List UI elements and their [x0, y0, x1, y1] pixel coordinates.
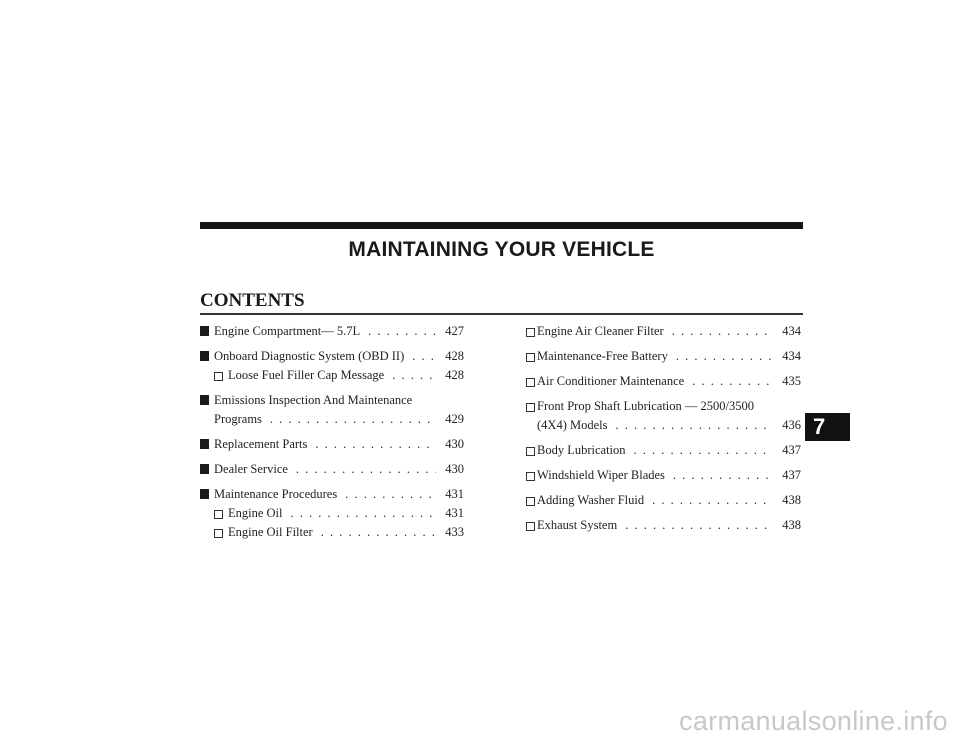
filled-square-bullet-icon [200, 435, 214, 455]
toc-entry[interactable]: Adding Washer Fluid . . . 438 [526, 491, 801, 510]
toc-entry[interactable]: Maintenance-Free Battery . . . 434 [526, 347, 801, 366]
open-square-bullet-icon [214, 366, 228, 387]
toc-page-number: 430 [445, 462, 464, 476]
toc-page-number: 436 [782, 418, 801, 432]
filled-square-bullet-icon [200, 322, 214, 342]
toc-page-number: 433 [445, 525, 464, 539]
toc-page-number: 428 [445, 349, 464, 363]
toc-page-number: 429 [445, 412, 464, 426]
toc-entry[interactable]: Dealer Service . . . 430 [200, 460, 464, 479]
toc-page-number: 431 [445, 506, 464, 520]
contents-divider [200, 313, 803, 315]
chapter-title: MAINTAINING YOUR VEHICLE [348, 238, 655, 261]
toc-page-number: 434 [782, 349, 801, 363]
toc-entry[interactable]: Engine Compartment— 5.7L . . . 427 [200, 322, 464, 341]
toc-entry[interactable]: Body Lubrication . . . 437 [526, 441, 801, 460]
toc-right-column [526, 322, 801, 535]
toc-page-number: 438 [782, 518, 801, 532]
open-square-bullet-icon [214, 523, 228, 544]
watermark: carmanualsonline.info [679, 706, 948, 736]
toc-page-number: 437 [782, 443, 801, 457]
toc-entry[interactable]: Maintenance Procedures . . . 431 [200, 485, 464, 504]
toc-entry[interactable]: Loose Fuel Filler Cap Message . . . 428 [200, 366, 464, 385]
toc-page-number: 438 [782, 493, 801, 507]
toc-page-number: 430 [445, 437, 464, 451]
filled-square-bullet-icon [200, 460, 214, 480]
toc-entry[interactable]: Engine Air Cleaner Filter . . . 434 [526, 322, 801, 341]
toc-entry[interactable]: Engine Oil Filter . . . 433 [200, 523, 464, 542]
toc-page-number: 428 [445, 368, 464, 382]
contents-heading: CONTENTS [200, 290, 305, 311]
toc-page-number: 435 [782, 374, 801, 388]
toc-entry[interactable]: Engine Oil . . . 431 [200, 504, 464, 523]
toc-entry[interactable]: Front Prop Shaft Lubrication — 2500/3500 (4X4) Models . . . 436 [526, 397, 801, 435]
toc-entry[interactable]: Onboard Diagnostic System (OBD II) . . . 428 [200, 347, 464, 366]
toc-entry[interactable]: Windshield Wiper Blades . . . 437 [526, 466, 801, 485]
chapter-top-rule [200, 222, 803, 229]
open-square-bullet-icon [214, 504, 228, 525]
toc-page-number: 431 [445, 487, 464, 501]
toc-left-column [200, 322, 464, 542]
toc-entry[interactable]: Replacement Parts . . . 430 [200, 435, 464, 454]
toc-page-number: 434 [782, 324, 801, 338]
toc-entry[interactable]: Exhaust System . . . 438 [526, 516, 801, 535]
toc-page-number: 437 [782, 468, 801, 482]
toc-entry[interactable]: Air Conditioner Maintenance . . . 435 [526, 372, 801, 391]
toc-page-number: 427 [445, 324, 464, 338]
filled-square-bullet-icon [200, 347, 214, 367]
chapter-tab[interactable]: 7 [805, 413, 850, 441]
filled-square-bullet-icon [200, 485, 214, 505]
filled-square-bullet-icon [200, 391, 214, 411]
toc-entry[interactable]: Emissions Inspection And Maintenance Programs . . . 429 [200, 391, 464, 429]
